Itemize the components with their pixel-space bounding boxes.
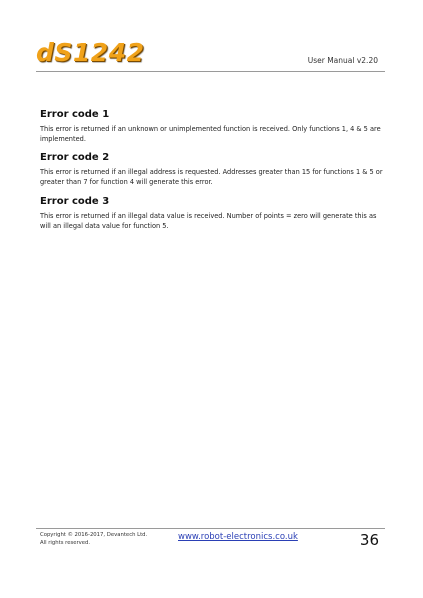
section-heading: Error code 3	[40, 196, 110, 207]
header-divider	[36, 71, 385, 72]
section-error-code-1	[40, 109, 385, 144]
product-logo: dS1242	[36, 38, 145, 67]
section-heading: Error code 1	[40, 109, 110, 120]
footer-divider	[36, 528, 385, 529]
copyright-line: Copyright © 2016-2017, Devantech Ltd.	[40, 532, 148, 538]
section-error-code-3	[40, 196, 385, 231]
section-body: This error is returned if an unknown or unimplemented function is received. Only functions 1, 4 & 5 are implemented.	[40, 125, 381, 143]
section-error-code-2	[40, 152, 385, 187]
section-body: This error is returned if an illegal data value is received. Number of points = zero will generate this as will an illegal data value for function 5.	[40, 212, 377, 230]
rights-line: All rights reserved.	[40, 539, 91, 546]
manual-version: User Manual v2.20	[307, 56, 378, 65]
section-heading: Error code 2	[40, 152, 110, 163]
copyright-notice	[40, 532, 147, 547]
section-body: This error is returned if an illegal address is requested. Addresses greater than 15 for functions 1 & 5 or greater than 7 for function 4 will generate this error.	[40, 168, 383, 186]
website-link[interactable]: www.robot-electronics.co.uk	[178, 532, 298, 542]
page-number: 36	[359, 531, 379, 549]
